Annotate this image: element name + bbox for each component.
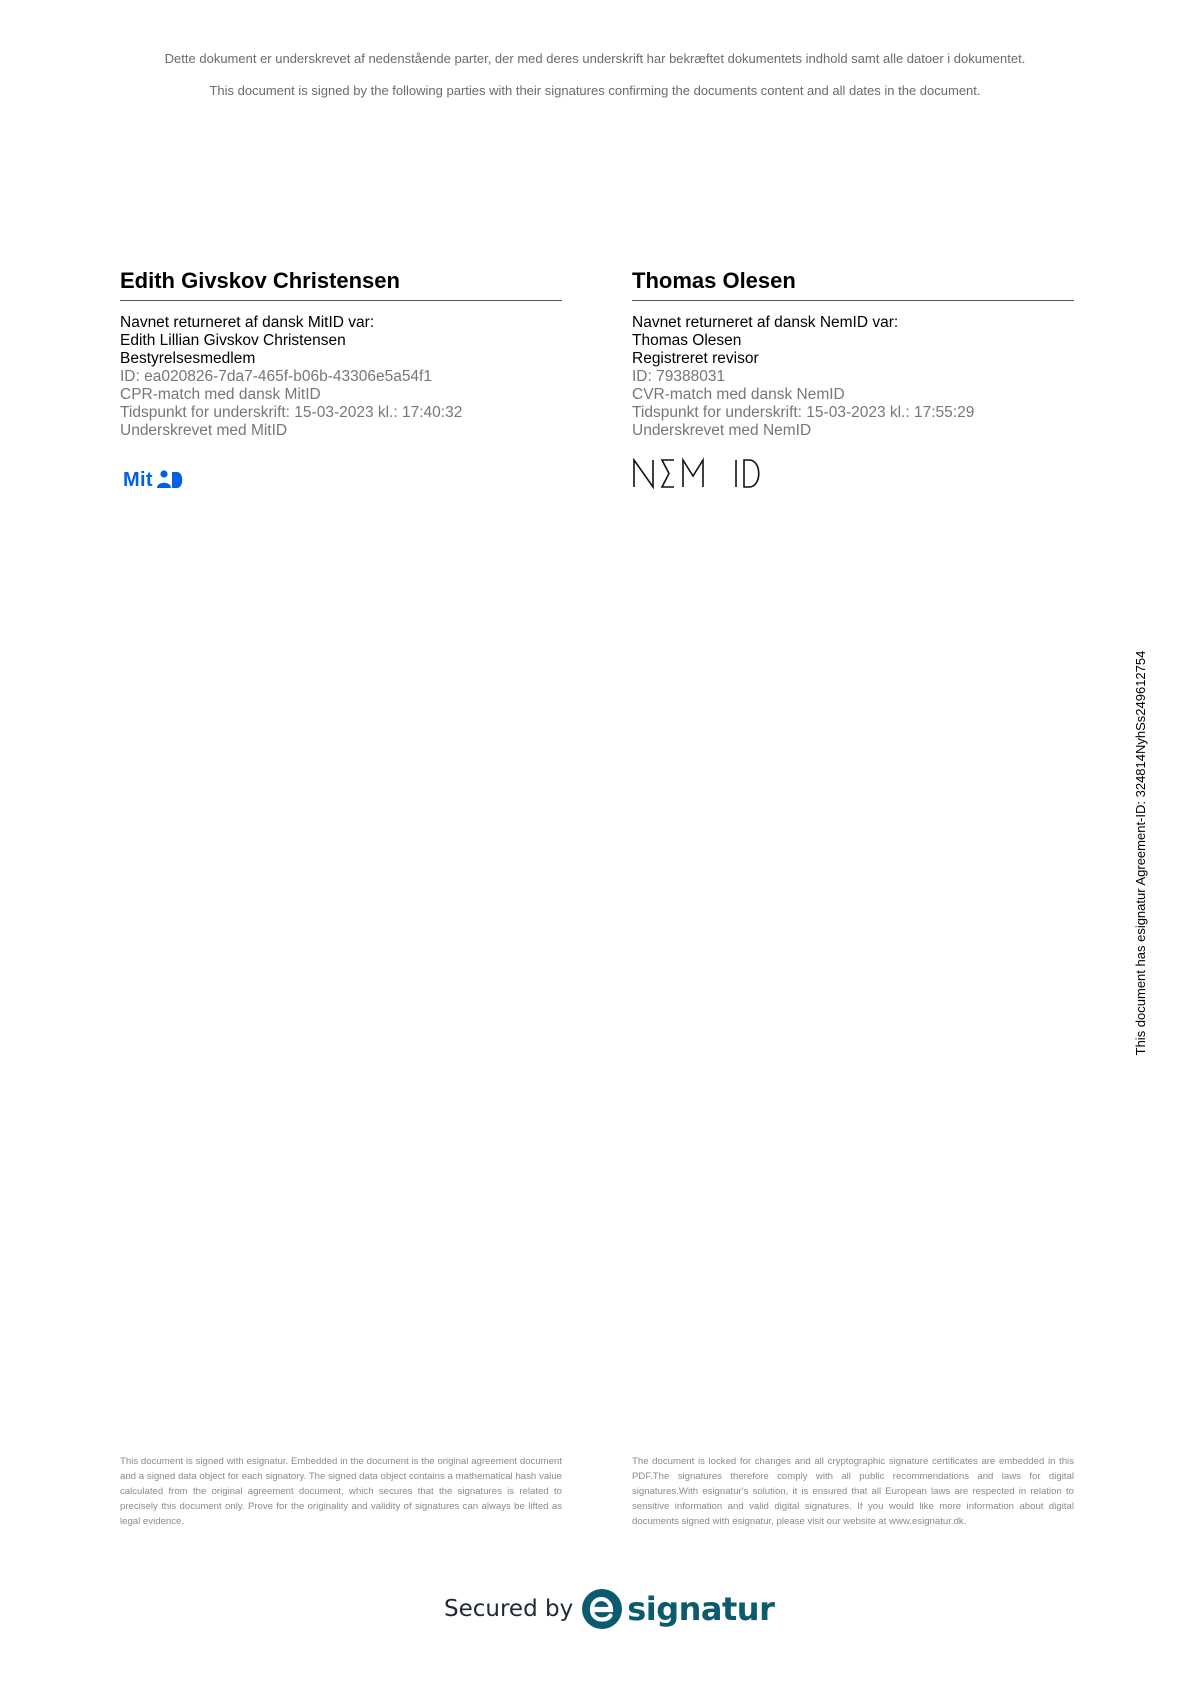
agreement-id-side-note: This document has esignatur Agreement-ID: 324814NyhSs249612754: [1133, 650, 1148, 1056]
detail-line: ID: 79388031: [632, 368, 726, 386]
mitid-person-icon: [156, 470, 186, 490]
detail-line: Underskrevet med MitID: [120, 422, 288, 440]
signer-block-1: [120, 268, 562, 440]
detail-line: Registreret revisor: [632, 350, 759, 368]
detail-line: CPR-match med dansk MitID: [120, 386, 321, 404]
detail-line: Thomas Olesen: [632, 332, 742, 350]
secured-by-text: Secured by: [444, 1596, 574, 1622]
nemid-wordmark-icon: [632, 456, 762, 490]
signer-details: [632, 314, 1074, 440]
detail-line: CVR-match med dansk NemID: [632, 386, 845, 404]
intro-danish: Dette dokument er underskrevet af nedenstående parter, der med deres underskrift har bekræftet dokumentets indhold samt alle datoer i dokumentet.: [164, 51, 1026, 66]
mitid-logo: [123, 466, 186, 494]
esignatur-e-icon: [581, 1588, 623, 1630]
signer-name: Edith Givskov Christensen: [120, 268, 562, 301]
signer-details: [120, 314, 562, 440]
detail-line: Navnet returneret af dansk NemID var:: [632, 314, 899, 332]
detail-line: Tidspunkt for underskrift: 15-03-2023 kl.: 17:40:32: [120, 404, 463, 422]
detail-line: Edith Lillian Givskov Christensen: [120, 332, 346, 350]
secured-by-esignatur-logo: [444, 1585, 774, 1633]
detail-line: Bestyrelsesmedlem: [120, 350, 256, 368]
footer-note-right: The document is locked for changes and all cryptographic signature certificates are embedded in this PDF.The signatures therefore comply with all public recommendations and laws for digital signatures.With esignatur's solution, it is ensured that all European laws are respected in relation to sensitive information and valid digital signatures. If you would like more information about digital documents signed with esignatur, please visit our website at www.esignatur.dk.: [632, 1456, 1074, 1527]
detail-line: Underskrevet med NemID: [632, 422, 812, 440]
esignatur-brand-text: signatur: [627, 1590, 775, 1628]
intro-english: This document is signed by the following parties with their signatures confirming the documents content and all dates in the document.: [209, 83, 981, 98]
signer-block-2: [632, 268, 1074, 440]
nemid-logo: [632, 456, 762, 495]
detail-line: ID: ea020826-7da7-465f-b06b-43306e5a54f1: [120, 368, 432, 386]
detail-line: Navnet returneret af dansk MitID var:: [120, 314, 375, 332]
detail-line: Tidspunkt for underskrift: 15-03-2023 kl.: 17:55:29: [632, 404, 975, 422]
mitid-logo-text: Mit: [123, 468, 153, 491]
signer-name: Thomas Olesen: [632, 268, 1074, 301]
footer-note-left: This document is signed with esignatur. Embedded in the document is the original agreement document and a signed data object for each signatory. The signed data object contains a mathematical hash value calculated from the original agreement document, which secures that the signatures is related to precisely this document only. Prove for the originality and validity of signatures can always be lifted as legal evidence.: [120, 1456, 562, 1527]
